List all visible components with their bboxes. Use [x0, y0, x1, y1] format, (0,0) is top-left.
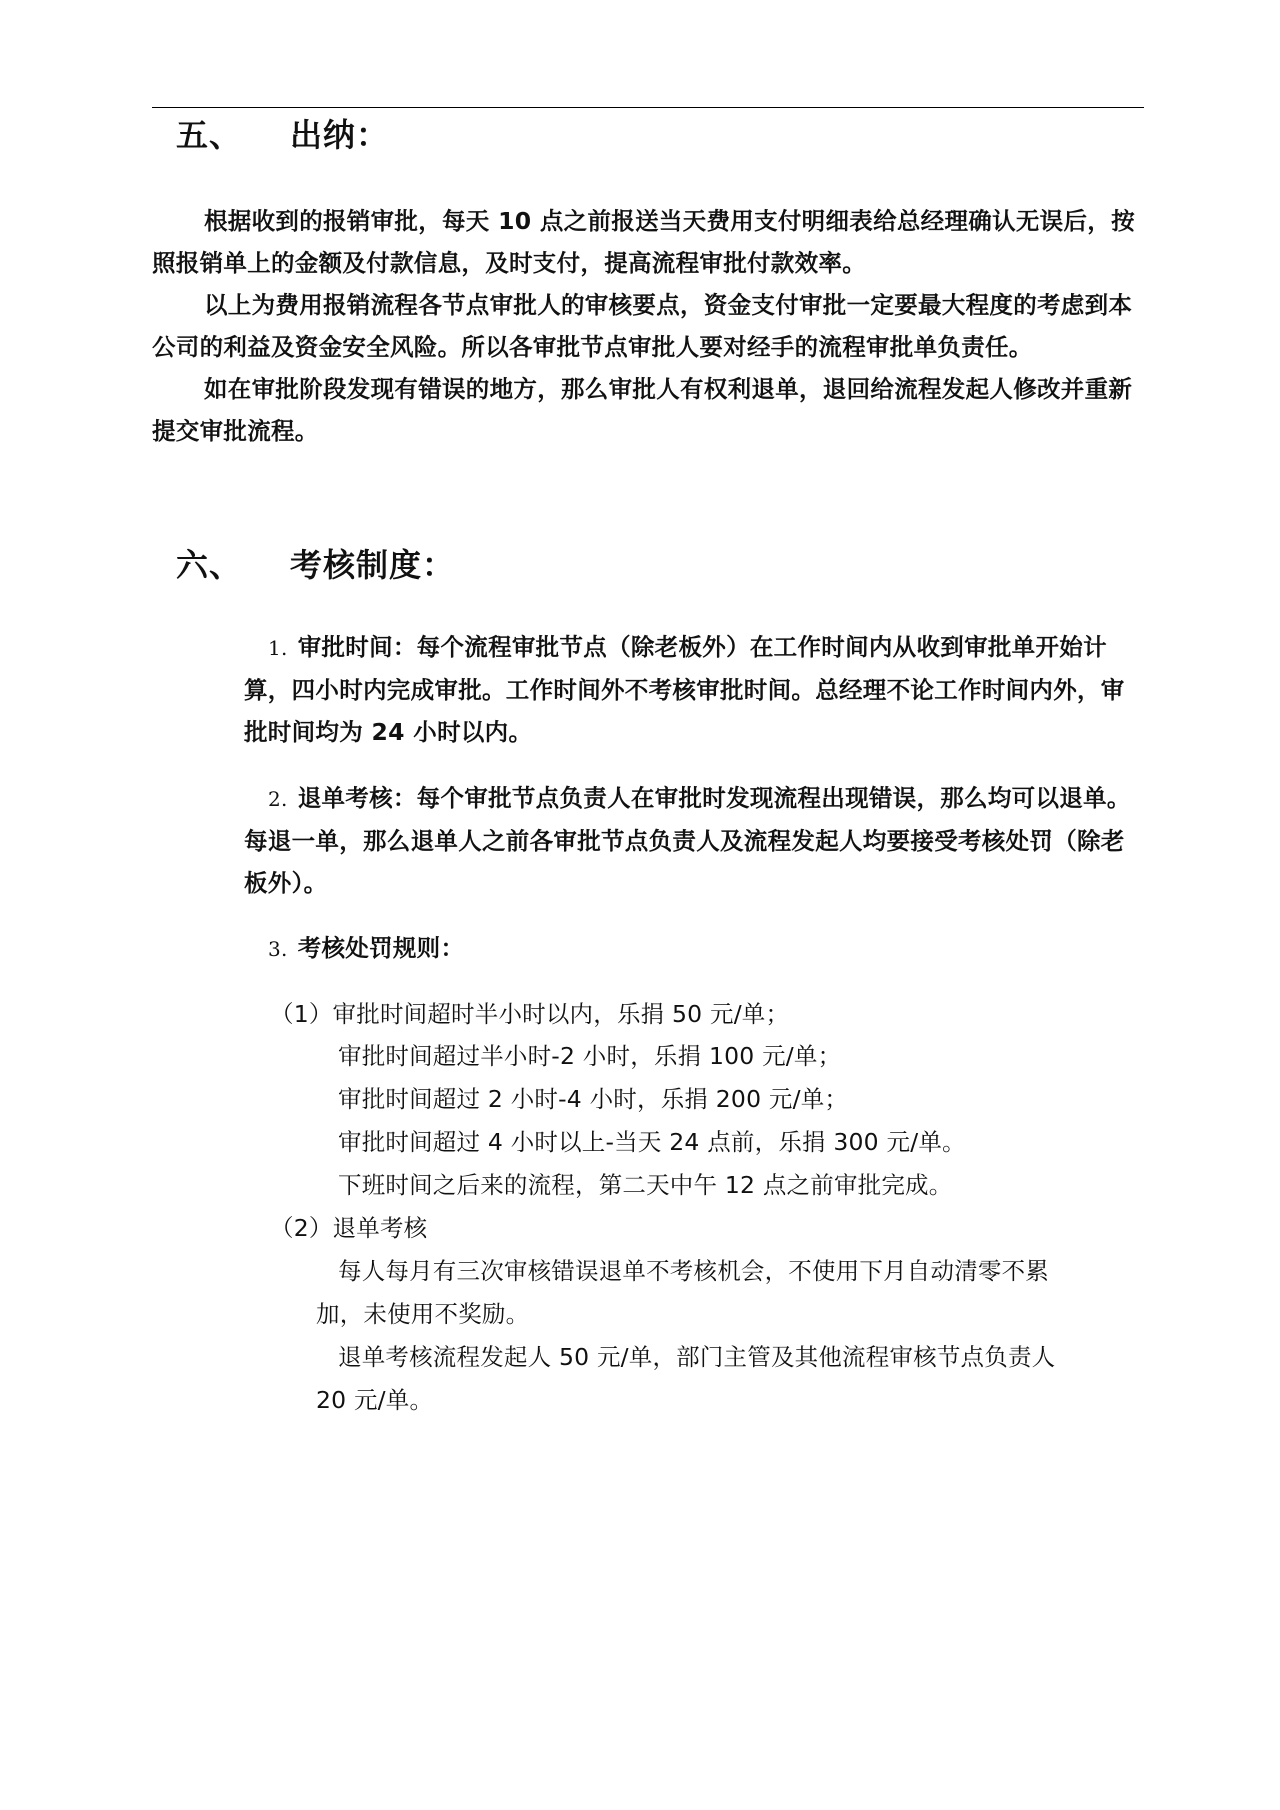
- item-number: 2.: [268, 787, 288, 811]
- item-text: 考核处罚规则：: [297, 934, 465, 962]
- section-6-number: 六、: [176, 546, 243, 584]
- rule-1-line: 审批时间超过 2 小时-4 小时，乐捐 200 元/单；: [338, 1085, 849, 1113]
- rule-2-line: 每人每月有三次审核错误退单不考核机会，不使用下月自动清零不累: [338, 1257, 1049, 1285]
- rule-1-line: 审批时间超过 4 小时以上-当天 24 点前，乐捐 300 元/单。: [338, 1128, 966, 1156]
- rule-1-line: 审批时间超过半小时-2 小时，乐捐 100 元/单；: [338, 1042, 842, 1070]
- rule-2-line: 20 元/单。: [316, 1386, 434, 1414]
- section-5-title: 出纳：: [290, 116, 390, 154]
- item-number: 3.: [268, 937, 288, 961]
- rule-2-line: 加，未使用不奖励。: [316, 1300, 530, 1328]
- item-text: 审批时间：每个流程审批节点（除老板外）在工作时间内从收到审批单开始计算，四小时内完成审批。工作时间外不考核审批时间。总经理不论工作时间内外，审批时间均为 24 小时以内。: [244, 633, 1125, 746]
- rule-2-line: 退单考核流程发起人 50 元/单，部门主管及其他流程审核节点负责人: [338, 1343, 1056, 1371]
- section-6-title: 考核制度：: [290, 546, 456, 584]
- paragraph-1: 根据收到的报销审批，每天 10 点之前报送当天费用支付明细表给总经理确认无误后，按照报销单上的金额及付款信息，及时支付，提高流程审批付款效率。: [152, 207, 1135, 277]
- paragraph-2: 以上为费用报销流程各节点审批人的审核要点，资金支付审批一定要最大程度的考虑到本公司的利益及资金安全风险。所以各审批节点审批人要对经手的流程审批单负责任。: [152, 291, 1133, 361]
- item-text: 退单考核：每个审批节点负责人在审批时发现流程出现错误，那么均可以退单。每退一单，那么退单人之前各审批节点负责人及流程发起人均要接受考核处罚（除老板外）。: [244, 784, 1131, 897]
- section-5-number: 五、: [176, 116, 243, 154]
- rule-2-label: （2）退单考核: [270, 1214, 428, 1242]
- rule-1-line: 下班时间之后来的流程，第二天中午 12 点之前审批完成。: [338, 1171, 953, 1199]
- item-number: 1.: [268, 636, 288, 660]
- rule-1-label: （1）审批时间超时半小时以内，乐捐 50 元/单；: [270, 1000, 790, 1028]
- paragraph-3: 如在审批阶段发现有错误的地方，那么审批人有权利退单，退回给流程发起人修改并重新提交审批流程。: [152, 375, 1133, 445]
